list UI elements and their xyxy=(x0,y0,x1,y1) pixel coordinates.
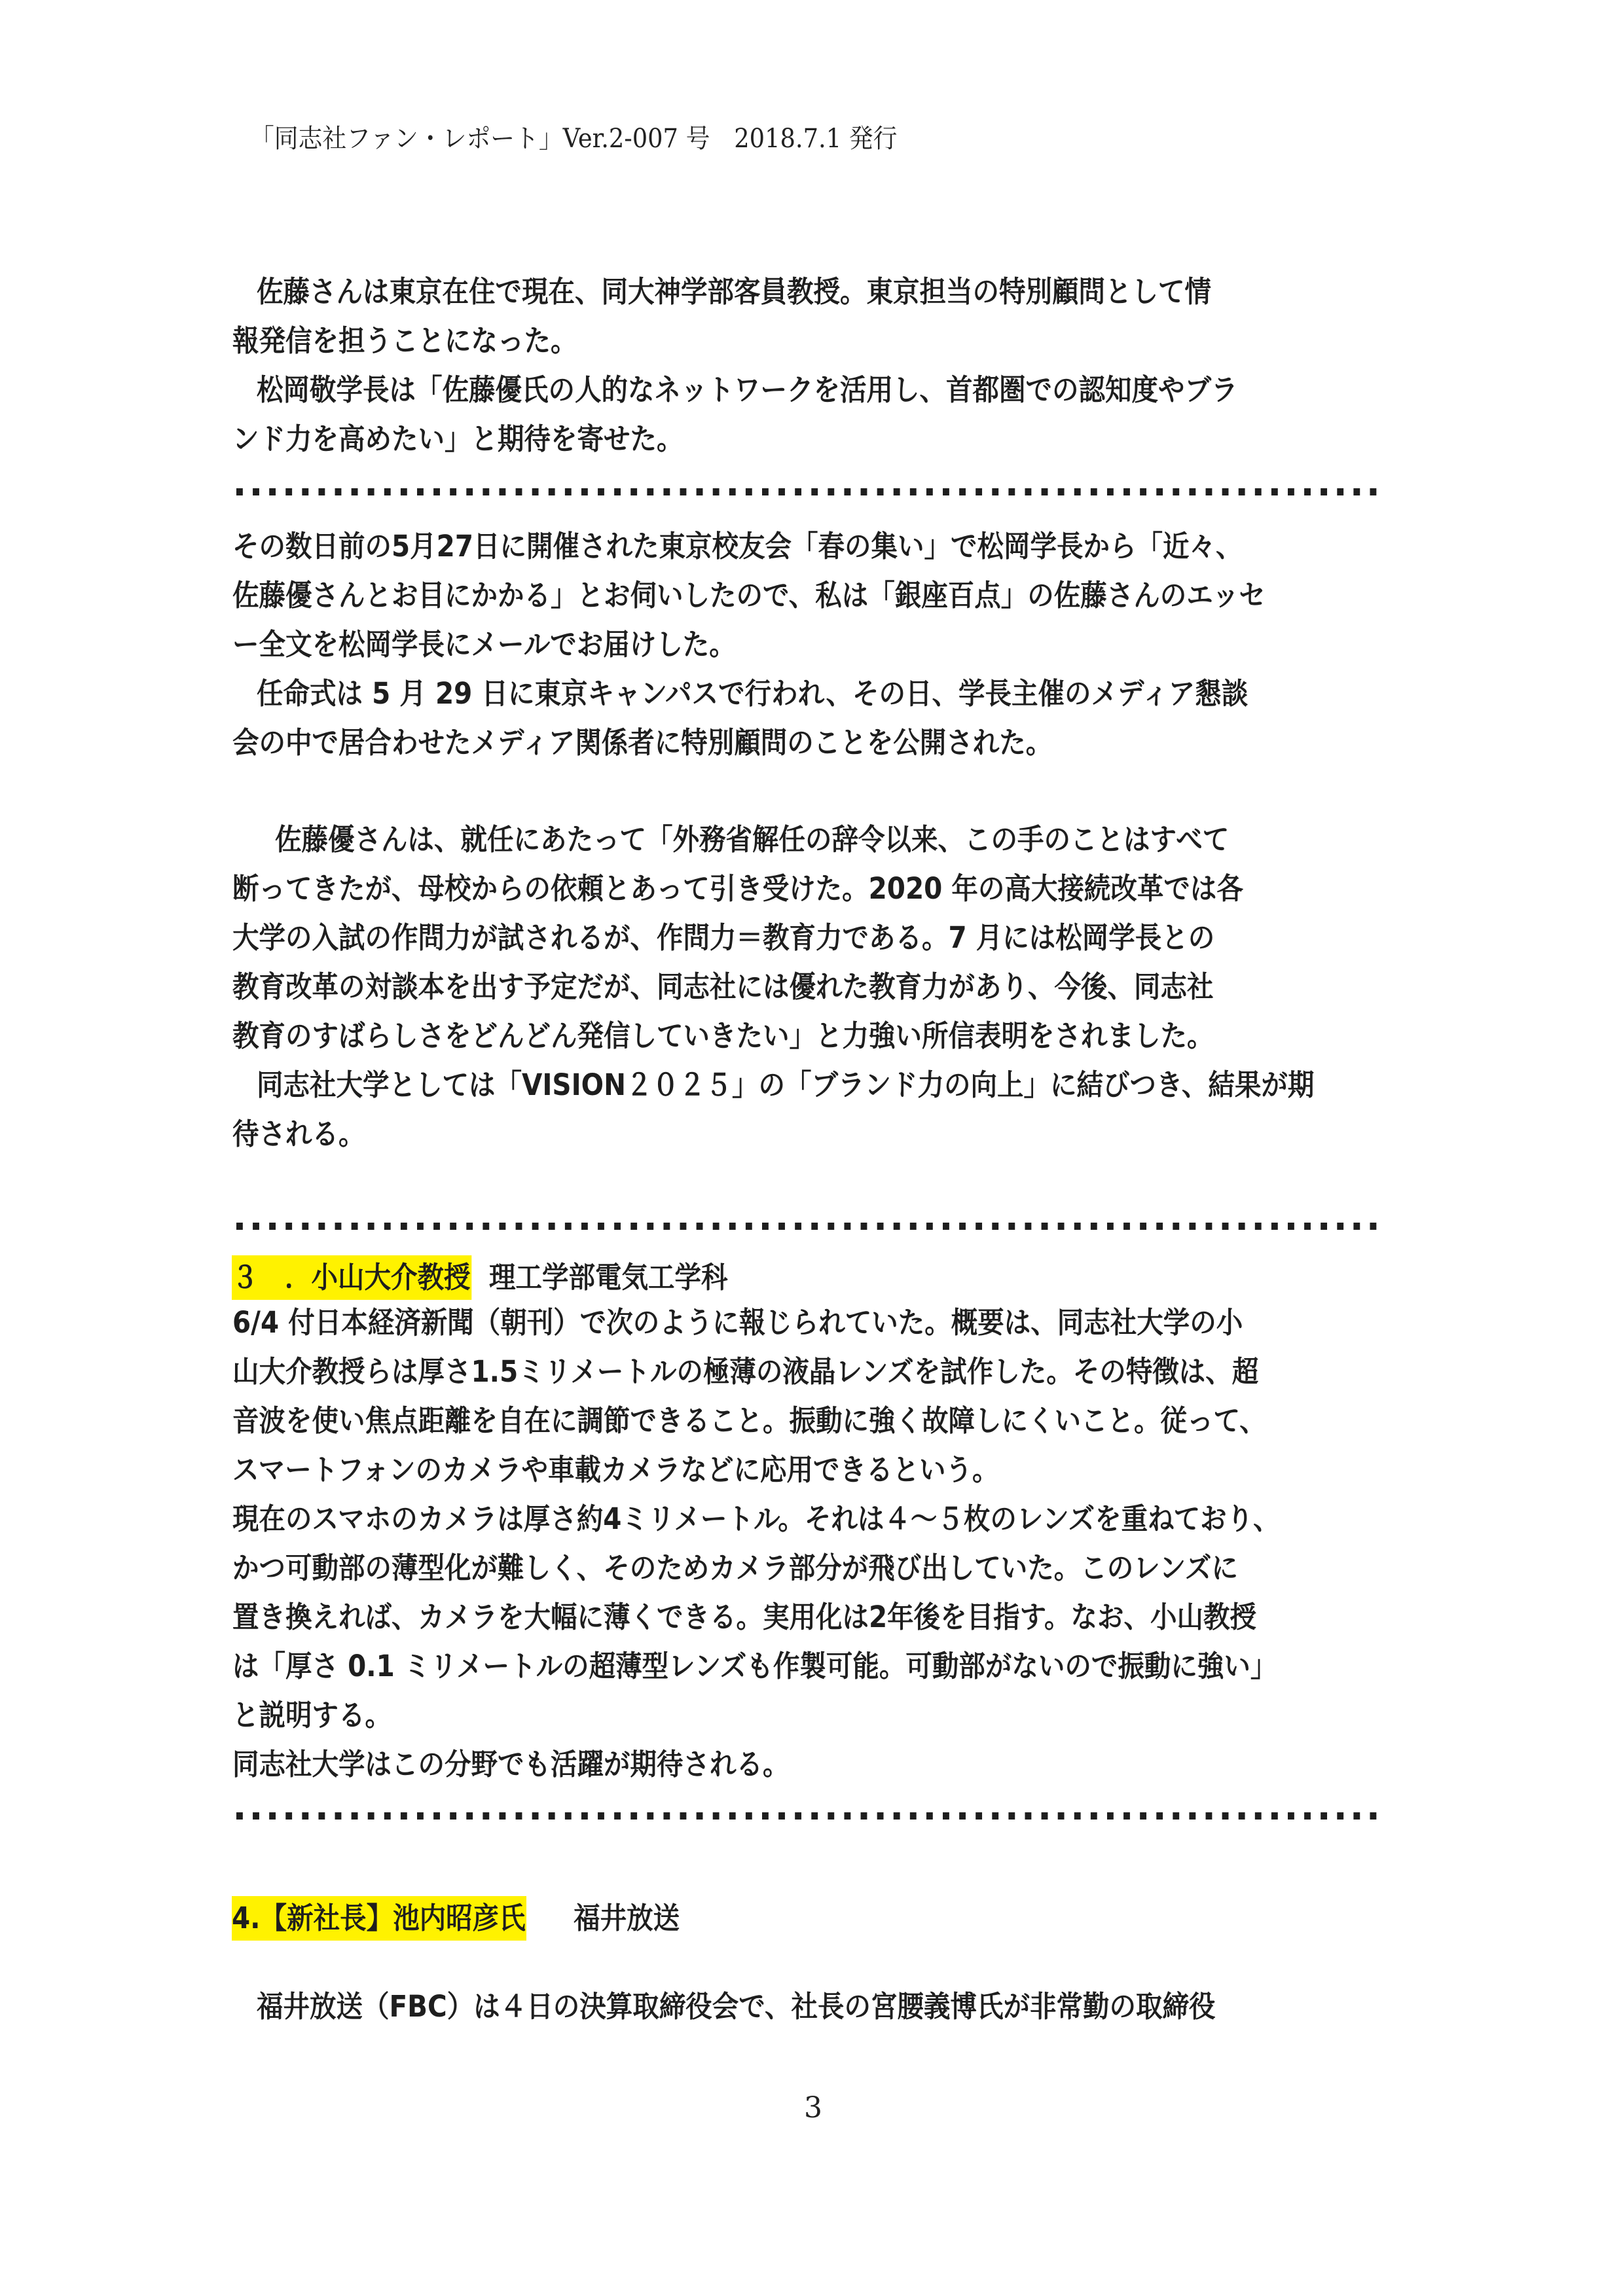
paragraph-line: 報発信を担うことになった。 xyxy=(232,323,577,358)
dotted-separator xyxy=(236,488,1385,495)
paragraph-line: 同志社大学としては「VISION２０２５」の「ブランド力の向上」に結びつき、結果が期 xyxy=(257,1067,1315,1102)
paragraph-line: 置き換えれば、カメラを大幅に薄くできる。実用化は2年後を目指す。なお、小山教授 xyxy=(232,1600,1256,1634)
paragraph-line: 6/4 付日本経済新聞（朝刊）で次のように報じられていた。概要は、同志社大学の小 xyxy=(232,1305,1243,1340)
paragraph-line: かつ可動部の薄型化が難しく、そのためカメラ部分が飛び出していた。このレンズに xyxy=(232,1551,1238,1585)
paragraph-line: その数日前の5月27日に開催された東京校友会「春の集い」で松岡学長から「近々、 xyxy=(232,529,1243,564)
section-heading-3 xyxy=(232,1255,728,1300)
paragraph-line: 教育改革の対談本を出す予定だが、同志社には優れた教育力があり、今後、同志社 xyxy=(232,969,1214,1004)
dotted-separator xyxy=(236,1812,1385,1820)
paragraph-line: 山大介教授らは厚さ1.5ミリメートルの極薄の液晶レンズを試作した。その特徴は、超 xyxy=(232,1354,1259,1389)
paragraph-line: 佐藤さんは東京在住で現在、同大神学部客員教授。東京担当の特別顧問として情 xyxy=(257,274,1212,309)
paragraph-line: 任命式は 5 月 29 日に東京キャンパスで行われ、その日、学長主催のメディア懇談 xyxy=(257,676,1249,711)
paragraph-line: 現在のスマホのカメラは厚さ約4ミリメートル。それは４～５枚のレンズを重ねており、 xyxy=(232,1501,1280,1536)
paragraph-line: 会の中で居合わせたメディア関係者に特別顧問のことを公開された。 xyxy=(232,725,1053,760)
highlighted-heading-title: 4.【新社長】池内昭彦氏 xyxy=(232,1896,526,1941)
paragraph-line: 同志社大学はこの分野でも活躍が期待される。 xyxy=(232,1747,790,1782)
paragraph-line: と説明する。 xyxy=(232,1698,392,1732)
paragraph-line: ンド力を高めたい」と期待を寄せた。 xyxy=(232,422,684,456)
paragraph-line: 大学の入試の作問力が試されるが、作問力＝教育力である。7 月には松岡学長との xyxy=(232,920,1215,955)
heading-company: 福井放送 xyxy=(574,1901,680,1935)
paragraph-line: 佐藤優さんは、就任にあたって「外務省解任の辞令以来、この手のことはすべて xyxy=(275,822,1230,857)
paragraph-line: 松岡敬学長は「佐藤優氏の人的なネットワークを活用し、首都圏での認知度やブラ xyxy=(257,372,1238,407)
section-heading-4 xyxy=(232,1896,680,1941)
paragraph-line: 佐藤優さんとお目にかかる」とお伺いしたので、私は「銀座百点」の佐藤さんのエッセ xyxy=(232,578,1266,613)
paragraph-line: ー全文を松岡学長にメールでお届けした。 xyxy=(232,627,736,662)
paragraph-line: は「厚さ 0.1 ミリメートルの超薄型レンズも作製可能。可動部がないので振動に強い」 xyxy=(232,1649,1277,1683)
paragraph-line: 音波を使い焦点距離を自在に調節できること。振動に強く故障しにくいこと。従って、 xyxy=(232,1403,1266,1438)
paragraph-line: 福井放送（FBC）は４日の決算取締役会で、社長の宮腰義博氏が非常勤の取締役 xyxy=(257,1989,1216,2024)
highlighted-heading-title: ３ ．小山大介教授 xyxy=(232,1255,471,1300)
heading-department: 理工学部電気工学科 xyxy=(489,1260,728,1295)
newsletter-header: 「同志社ファン・レポート」Ver.2-007 号 2018.7.1 発行 xyxy=(250,124,898,154)
paragraph-line: 教育のすばらしさをどんどん発信していきたい」と力強い所信表明をされました。 xyxy=(232,1018,1214,1053)
dotted-separator xyxy=(236,1223,1385,1230)
paragraph-line: 待される。 xyxy=(232,1117,365,1151)
paragraph-line: 断ってきたが、母校からの依頼とあって引き受けた。2020 年の高大接続改革では各 xyxy=(232,871,1243,906)
paragraph-line: スマートフォンのカメラや車載カメラなどに応用できるという。 xyxy=(232,1452,999,1487)
page-number: 3 xyxy=(804,2091,822,2125)
